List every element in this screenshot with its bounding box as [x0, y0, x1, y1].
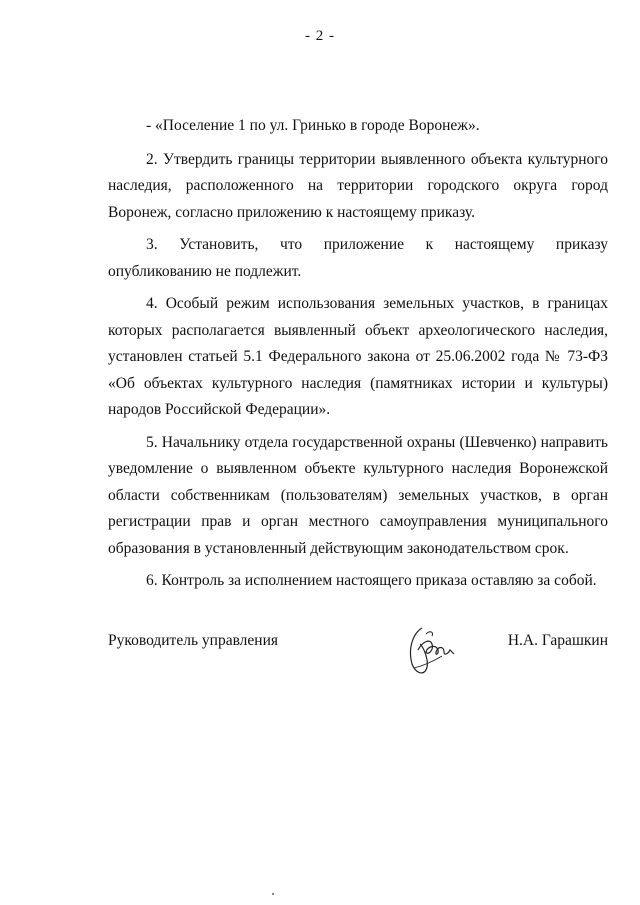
- signer-name: Н.А. Гарашкин: [507, 632, 608, 649]
- document-body: [108, 113, 608, 601]
- paragraph-settlement-name: - «Поселение 1 по ул. Гринько в городе Воронеж».: [146, 117, 480, 134]
- paragraph-item-2: 2. Утвердить границы территории выявленного объекта культурного наследия, расположенного на территории городского округа город Воронеж, согласно приложению к настоящему приказу.: [108, 150, 608, 221]
- paragraph-item-6: 6. Контроль за исполнением настоящего приказа оставляю за собой.: [146, 572, 597, 589]
- signer-position: Руководитель управления: [108, 632, 279, 649]
- page-number: - 2 -: [305, 28, 335, 44]
- signature-block: [108, 620, 608, 690]
- handwritten-signature-icon: [402, 620, 462, 680]
- scan-artifact: [272, 893, 274, 895]
- paragraph-item-4: 4. Особый режим использования земельных участков, в границах которых располагается выявленный объект археологического наследия, установлен статьей 5.1 Федерального закона от 25.06.2002 года № 73-ФЗ «Об объектах культурного наследия (памятниках истории и культуры) народов Российской Федерации».: [108, 295, 608, 418]
- paragraph-item-3: 3. Установить, что приложение к настоящему приказу опубликованию не подлежит.: [108, 236, 608, 280]
- paragraph-item-5: 5. Начальнику отдела государственной охраны (Шевченко) направить уведомление о выявленном объекте культурного наследия Воронежской области собственникам (пользователям) земельных участков, в орган регистрации прав и орган местного самоуправления муниципального образования в установленный действующим законодательством срок.: [108, 433, 608, 557]
